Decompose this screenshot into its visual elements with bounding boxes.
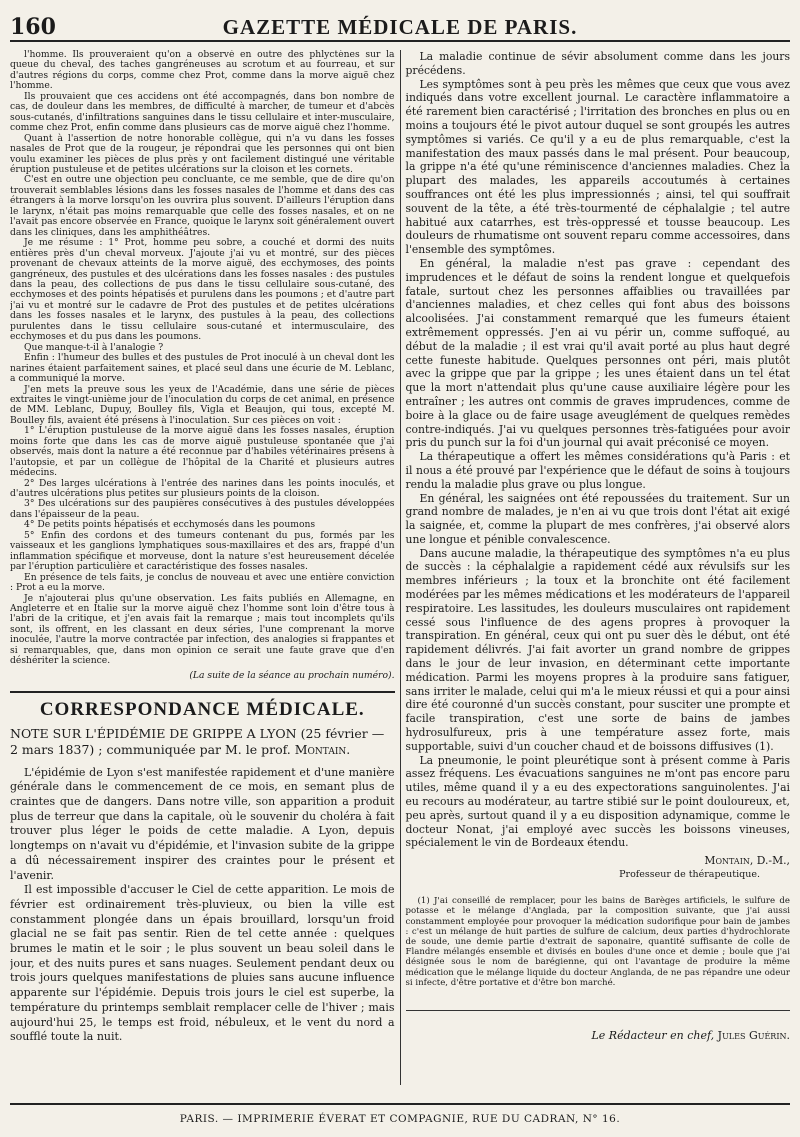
paragraph: 2° Des larges ulcérations à l'entrée des narines dans les points inoculés, et d'autres ulcérations plus petites sur plusieurs points de la cloison.	[10, 477, 395, 500]
paragraph: Dans aucune maladie, la thérapeutique des symptômes n'a eu plus de succès : la céphalalgie a rapidement cédé aux révulsifs sur les membres inférieurs ; la toux et la bronchite ont été facilement modérées par les mêmes médications et les modérateurs de l'appareil respiratoire. Les lassitudes, les douleurs musculaires ont rapidement cessé sous l'influence de des agens propres à provoquer la transpiration. En général, ceux qui ont pu suer dès le début, ont été rapidement délivrés. J'ai fait avorter un grand nombre de grippes dans le jour de leur invasion, en déterminant cette importante médication. Parmi les moyens propres à la produire sans fatiguer, sans irriter le malade, celui qui m'a le mieux réussi et qui a pour ainsi dire été couronné d'un succès constant, pour susciter une prompte et facile transpiration, c'est une sorte de bains de jambes hydrosulfureux, pris à une température assez forte, mais supportable, suivi d'un coucher chaud et de boissons diffusives (1).	[405, 546, 790, 753]
redacteur-name: Jules Guérin.	[717, 1029, 790, 1043]
paragraph: La pneumonie, le point pleurétique sont à présent comme à Paris assez fréquens. Les évacuations sanguines ne m'ont pas encore paru utiles, même quand il y a eu des expectorations sanguinolentes. J'ai eu recours au modérateur, au tartre stibié sur le point douloureux, et, peu après, surtout quand il y a eu disposition adynamique, comme le docteur Nonat, j'ai employé avec succès les boissons vineuses, spécialement le vin de Bordeaux étendu.	[405, 753, 790, 850]
paragraph: La maladie continue de sévir absolument comme dans les jours précédens.	[405, 50, 790, 77]
paragraph: Je n'ajouterai plus qu'une observation. Les faits publiés en Allemagne, en Angleterre et en Italie sur la morve aiguë chez l'homme sont loin d'être tous à l'abri de la critique, et j'en avais fait la remarque ; mais tout incomplets qu'ils sont, ils offrent, en les classant en deux séries, l'une comprenant la morve inoculée, l'autre la morve contractée par infection, des analogies si frappantes et si remarquables, que, dans mon opinion ce serait une faute grave que d'en déshériter la science.	[10, 592, 395, 667]
paragraph: J'en mets la preuve sous les yeux de l'Académie, dans une série de pièces extraites le vingt-unième jour de l'inoculation du corps de cet animal, en présence de MM. Leblanc, Dupuy, Boulley fils, Vigla et Beaujon, qui tous, excepté M. Boulley fils, avaient été présens à l'inoculation. Sur ces pièces on voit :	[10, 383, 395, 426]
paragraph: En général, la maladie n'est pas grave : cependant des imprudences et le défaut de soins la rendent longue et quelquefois fatale, surtout chez les personnes affaiblies ou travaillées par d'anciennes maladies, et chez celles qui font abus des boissons alcoolisées. J'ai constamment remarqué que les fumeurs étaient extrêmement oppressés. J'en ai vu périr un, comme suffoqué, au début de la maladie ; il est vrai qu'il avait porté au plus haut degré cette funeste habitude. Quelques personnes ont péri, mais plutôt avec la grippe que par la grippe ; les unes étaient dans un tel état que la mort n'attendait plus qu'une cause auxiliaire légère pour les entraîner ; les autres ont commis de graves imprudences, comme de boire à la glace ou de faire usage aveuglément de quelques remèdes contre-indiqués. J'ai vu quelques personnes très-fatiguées pour avoir pris du punch sur la foi d'un journal qui avait préconisé ce moyen.	[405, 256, 790, 450]
paragraph: 3° Des ulcérations sur des paupières consécutives à des pustules développées dans l'épaisseur de la peau.	[10, 498, 395, 520]
paragraph: 4° De petits points hépatisés et ecchymosés dans les poumons	[24, 519, 316, 531]
left-column	[10, 50, 400, 1085]
paragraph: Il est impossible d'accuser le Ciel de cette apparition. Le mois de février est ordinairement très-pluvieux, ou bien la ville est constamment plongée dans un épais brouillard, lorsqu'un froid glacial ne se fait pas sentir. Rien de tel cette année : quelques brumes le matin et le soir ; le plus souvent un beau soleil dans le jour, et des nuits pures et sans nuages. Seulement pendant deux ou trois jours quelques manifestations de pluies sans aucune influence apparente sur l'épidémie. Depuis trois jours le ciel est superbe, la température du printemps semblait remplacer celle de l'hiver ; mais aujourd'hui 25, le temps est froid, nébuleux, et le vent du nord a soufflé toute la nuit.	[10, 883, 395, 1044]
paragraph: L'épidémie de Lyon s'est manifestée rapidement et d'une manière générale dans le commencement de ce mois, en semant plus de craintes que de dangers. Dans notre ville, son apparition a produit plus de terreur que dans la capitale, où le souvenir du choléra à fait trouver plus léger le poids de cette maladie. A Lyon, depuis longtemps on n'avait vu d'épidémie, et l'invasion subite de la grippe a dû nécessairement inspirer des craintes pour le présent et l'avenir.	[10, 765, 395, 882]
paragraph: Enfin : l'humeur des bulles et des pustules de Prot inoculé à un cheval dont les narines étaient parfaitement saines, et placé seul dans une écurie de M. Leblanc, a communiqué la morve.	[10, 352, 395, 385]
right-article-body	[406, 50, 791, 850]
signature-name: Montain, D.-M.,	[704, 854, 790, 868]
paragraph: Je me résume : 1° Prot, homme peu sobre, a couché et dormi des nuits entières près d'un cheval morveux. J'ajoute j'ai vu et montré, sur des pièces provenant de chevaux atteints de la morve aiguë, des ecchymoses, des points gangréneux, des pustules et des ulcérations dans les fosses nasales : des pustules dans la peau, des collections de pus dans le tissu cellulaire sous-cutané, des ecchymoses et des points hépatisés et purulens dans les poumons ; et d'autre part j'ai vu et montré sur le cadavre de Prot des pustules et de petites ulcérations dans les fosses nasales et le larynx, des pustules à la peau, des collections purulentes dans le tissu cellulaire sous-cutané et intermusculaire, des ecchymoses et du pus dans les poumons.	[10, 237, 395, 343]
footnote-divider	[406, 1010, 791, 1011]
paragraph: En général, les saignées ont été repoussées du traitement. Sur un grand nombre de malades, je n'en ai vu que trois dont l'état ait exigé la saignée, et, comme la plupart de mes confrères, j'ai observé alors une longue et pénible convalescence.	[405, 491, 790, 546]
redacteur-line: Le Rédacteur en chef, Jules Guérin.	[591, 1029, 790, 1043]
suite-note: (La suite de la séance au prochain numéro).	[189, 669, 395, 681]
paragraph: Les symptômes sont à peu près les mêmes que ceux que vous avez indiqués dans votre excellent journal. Le caractère inflammatoire a été rarement bien caractérisé ; l'irritation des bronches en plus ou en moins a toujours été le pivot autour duquel se sont groupés les autres symptômes si variés. Ce qu'il y a eu de plus remarquable, c'est la manifestation des maux passés dans le mal présent. Pour beaucoup, la grippe n'a été qu'une réminiscence d'anciennes maladies. Chez la plupart des malades, les appareils accoutumés à certaines souffrances ont été les plus impressionnés ; ainsi, tel qui souffrait souvent de la tête, a été très-tourmenté de céphalalgie ; tel autre habitué aux catarrhes, est très-oppressé et tousse beaucoup. Les douleurs de rhumatisme ont souvent reparu comme accessoires, dans l'ensemble des symptômes.	[405, 77, 790, 257]
page-number: 160	[10, 14, 56, 40]
section-title: CORRESPONDANCE MÉDICALE.	[39, 699, 365, 721]
paragraph: Que manque-t-il à l'analogie ?	[24, 341, 164, 353]
paragraph: Quant à l'assertion de notre honorable collègue, qui n'a vu dans les fosses nasales de Prot que de la rougeur, je répondrai que les personnes qui ont bien voulu examiner les pièces de plus près y ont facilement distingué une véritable éruption pustuleuse et de petites ulcérations sur la cloison et les cornets.	[10, 132, 395, 175]
paragraph: 5° Enfin des cordons et des tumeurs contenant du pus, formés par les vaisseaux et les ganglions lymphatiques sous-maxillaires et des ars, frappé d'un inflammation spécifique et morveuse, dont la nature s'est heureusement décelée par l'éruption particulière et caractéristique des fosses nasales.	[10, 529, 395, 573]
footnote: (1) J'ai conseillé de remplacer, pour les bains de Barèges artificiels, le sulfure de potasse et le mélange d'Anglada, par la composition suivante, que j'ai aussi constamment employée pour provoquer la médication sudorifique pour bain de jambes : c'est un mélange de huit parties de sulfure de calcium, deux parties d'hydrochlorate de soude, une demie partie d'extrait de saponaire, quantité suffisante de colle de Flandre mélangés ensemble et divisés en boules d'une once et demie ; boule que j'ai désignée sous le nom de barégienne, qui ont l'avantage de produire la même médication que le mélange liquide du docteur Anglanda, de ne pas répandre une odeur si infecte, d'être portative et d'être bon marché.	[405, 896, 790, 988]
paragraph: l'homme. Ils prouveraient qu'on a observé en outre des phlyctènes sur la queue du cheval, des taches gangréneuses au scrotum et au fourreau, et sur d'autres régions du corps, comme chez Prot, comme dans la morve aiguë chez l'homme.	[10, 50, 395, 92]
paragraph: 1° L'éruption pustuleuse de la morve aiguë dans les fosses nasales, éruption moins forte que dans les cas de morve aiguë pustuleuse spontanée que j'ai observés, mais dont la nature a été reconnue par d'habiles vétérinaires présens à l'autopsie, et par un collègue de l'hôpital de la Charité et plusieurs autres médecins.	[10, 425, 395, 479]
page-header	[10, 6, 790, 42]
signature	[406, 854, 791, 882]
left-article-body	[10, 50, 395, 667]
printer-imprint: PARIS. — IMPRIMERIE ÉVERAT ET COMPAGNIE, RUE DU CADRAN, N° 16.	[10, 1103, 790, 1125]
note-body	[10, 766, 395, 1045]
signature-role: Professeur de thérapeutique.	[619, 869, 760, 881]
right-column	[400, 50, 791, 1085]
text-columns	[10, 50, 790, 1085]
paragraph: En présence de tels faits, je conclus de nouveau et avec une entière conviction : Prot a eu la morve.	[10, 571, 395, 594]
paragraph: La thérapeutique a offert les mêmes considérations qu'à Paris : et il nous a été prouvé par l'expérience que le défaut de soins à toujours rendu la maladie plus grave ou plus longue.	[405, 450, 790, 491]
note-title: NOTE SUR L'ÉPIDÉMIE DE GRIPPE A LYON (25 février — 2 mars 1837) ; communiquée par M. le prof. Montain.	[10, 725, 385, 757]
gazette-title: GAZETTE MÉDICALE DE PARIS.	[222, 15, 578, 39]
section-divider	[10, 691, 395, 693]
paragraph: Ils prouvaient que ces accidens ont été accompagnés, dans bon nombre de cas, de douleur dans les membres, de difficulté à marcher, de tumeur et d'abcès sous-cutanés, d'infiltrations sanguines dans le tissu cellulaire et inter-musculaire, comme chez Prot, enfin comme dans plusieurs cas de morve aiguë chez l'homme.	[10, 90, 395, 134]
note-author: Montain.	[294, 741, 351, 757]
paragraph: C'est en outre une objection peu concluante, ce me semble, que de dire qu'on trouverait semblables lésions dans les fosses nasales de l'homme et dans des cas étrangers à la morve lorsqu'on les ouvrira plus souvent. D'ailleurs l'éruption dans le larynx, n'était pas moins remarquable que celle des fosses nasales, et on ne l'avait pas encore observée en France, quoique le larynx soit généralement ouvert dans les cliniques, dans les amphithéâtres.	[10, 174, 395, 238]
